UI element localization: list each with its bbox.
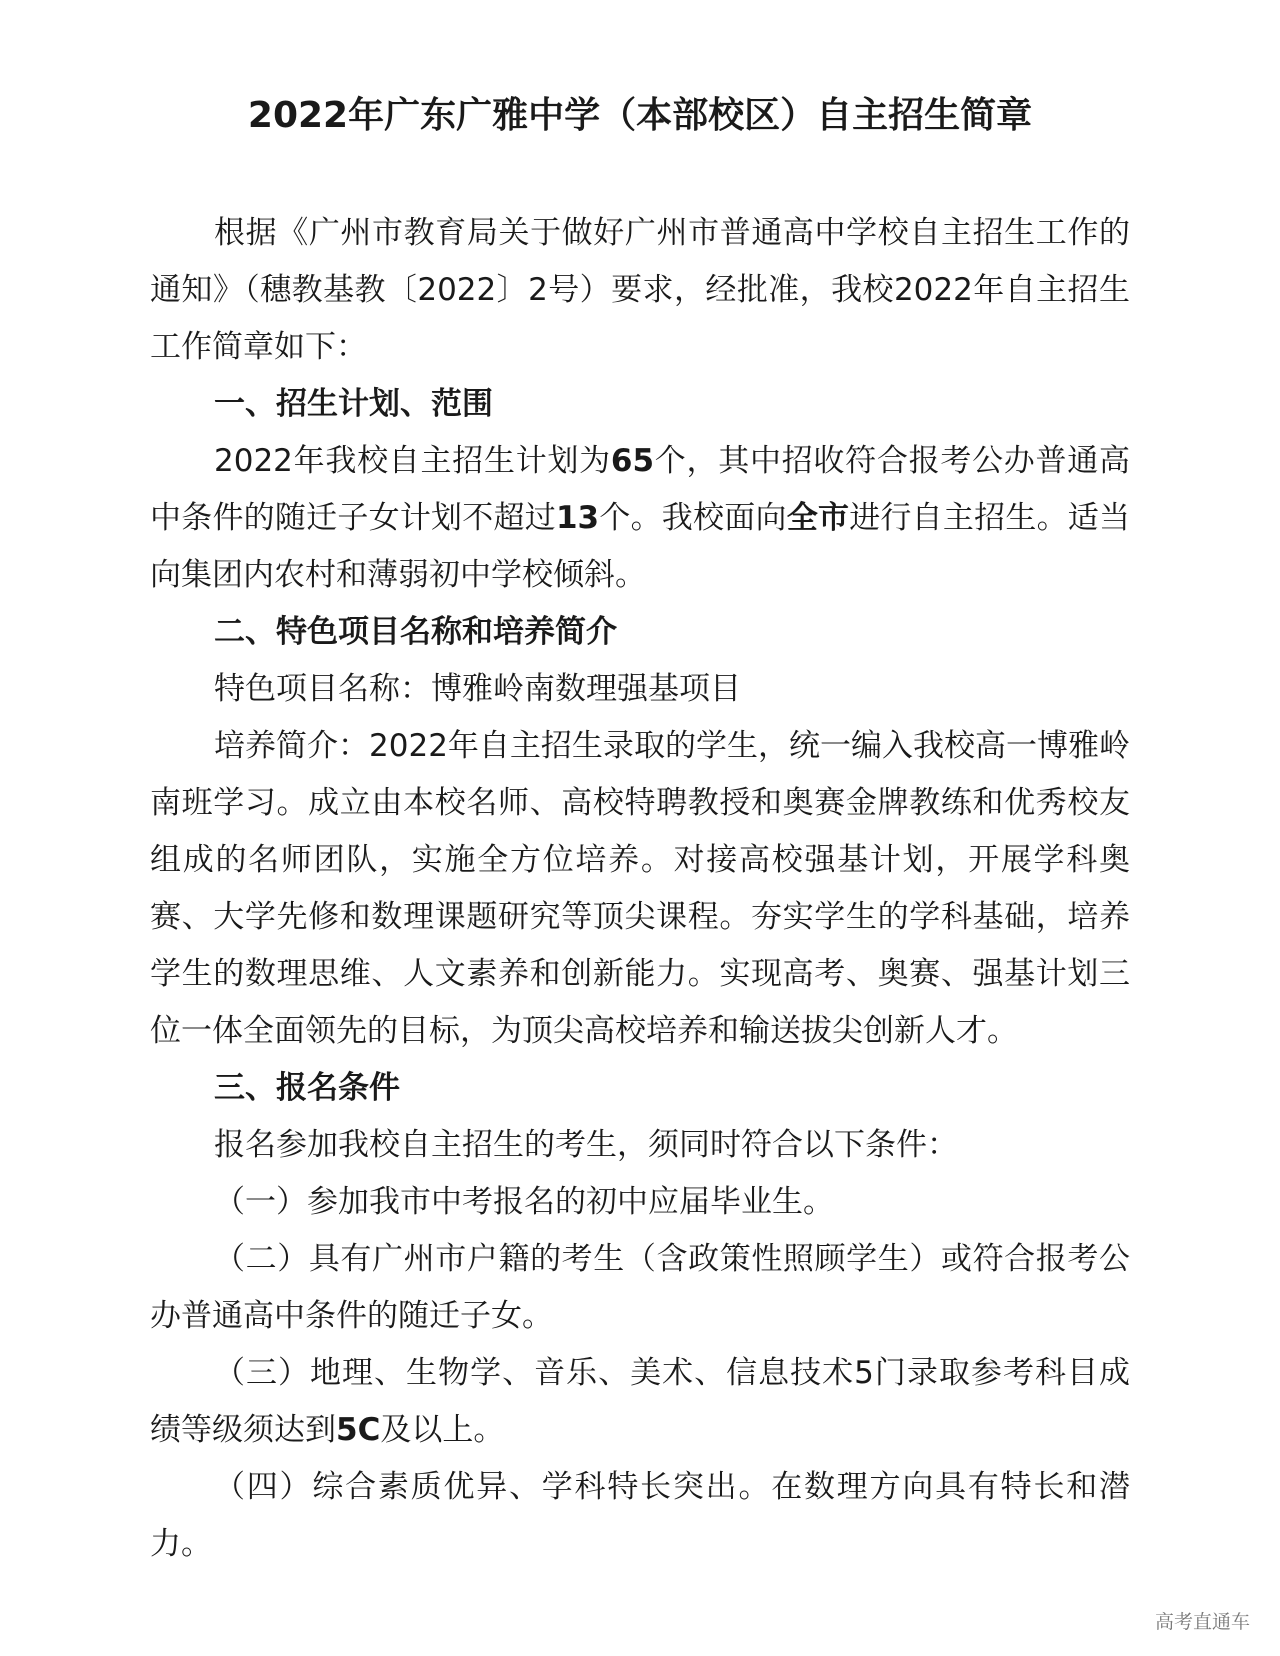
migrant-quota: 13 [555, 500, 600, 536]
section-2-heading: 二、特色项目名称和培养简介 [214, 614, 617, 650]
condition-3 [150, 1345, 1130, 1459]
section-1-paragraph [150, 433, 1130, 604]
plan-text-a: 2022年我校自主招生计划为 [214, 443, 611, 479]
condition-3-text-a: （三）地理、生物学、音乐、美术、信息技术5门录取参考科目成绩等级须达到 [150, 1355, 1130, 1448]
plan-scope: 全市 [786, 500, 850, 536]
watermark: 高考直通车 [1154, 1611, 1250, 1633]
project-name-line: 特色项目名称：博雅岭南数理强基项目 [214, 671, 741, 707]
condition-3-grade: 5C [336, 1412, 381, 1448]
document-title: 2022年广东广雅中学（本部校区）自主招生简章 [247, 95, 1033, 136]
plan-quota: 65 [610, 443, 655, 479]
plan-text-g: 进行自主招生。适当向集团内农村和薄弱初中学校倾斜。 [150, 500, 1131, 593]
condition-1: （一）参加我市中考报名的初中应届毕业生。 [214, 1184, 834, 1220]
document-body [150, 205, 1130, 1573]
plan-text-c: 个，其中招收符合报考公办普通高中条件的随迁子女计划不超过 [150, 443, 1130, 536]
condition-3-text-c: 及以上。 [380, 1412, 505, 1448]
conditions-lead: 报名参加我校自主招生的考生，须同时符合以下条件： [214, 1127, 958, 1163]
training-intro-paragraph: 培养简介：2022年自主招生录取的学生，统一编入我校高一博雅岭南班学习。成立由本校名师、高校特聘教授和奥赛金牌教练和优秀校友组成的名师团队，实施全方位培养。对接高校强基计划，开展学科奥赛、大学先修和数理课题研究等顶尖课程。夯实学生的学科基础，培养学生的数理思维、人文素养和创新能力。实现高考、奥赛、强基计划三位一体全面领先的目标，为顶尖高校培养和输送拔尖创新人才。 [150, 728, 1130, 1049]
section-1-heading: 一、招生计划、范围 [214, 386, 493, 422]
section-3-heading: 三、报名条件 [214, 1070, 400, 1106]
condition-2: （二）具有广州市户籍的考生（含政策性照顾学生）或符合报考公办普通高中条件的随迁子女。 [150, 1241, 1130, 1334]
condition-4: （四）综合素质优异、学科特长突出。在数理方向具有特长和潜力。 [150, 1469, 1130, 1562]
plan-text-e: 个。我校面向 [599, 500, 787, 536]
intro-paragraph: 根据《广州市教育局关于做好广州市普通高中学校自主招生工作的通知》（穗教基教〔2022〕2号）要求，经批准，我校2022年自主招生工作简章如下： [150, 215, 1130, 365]
